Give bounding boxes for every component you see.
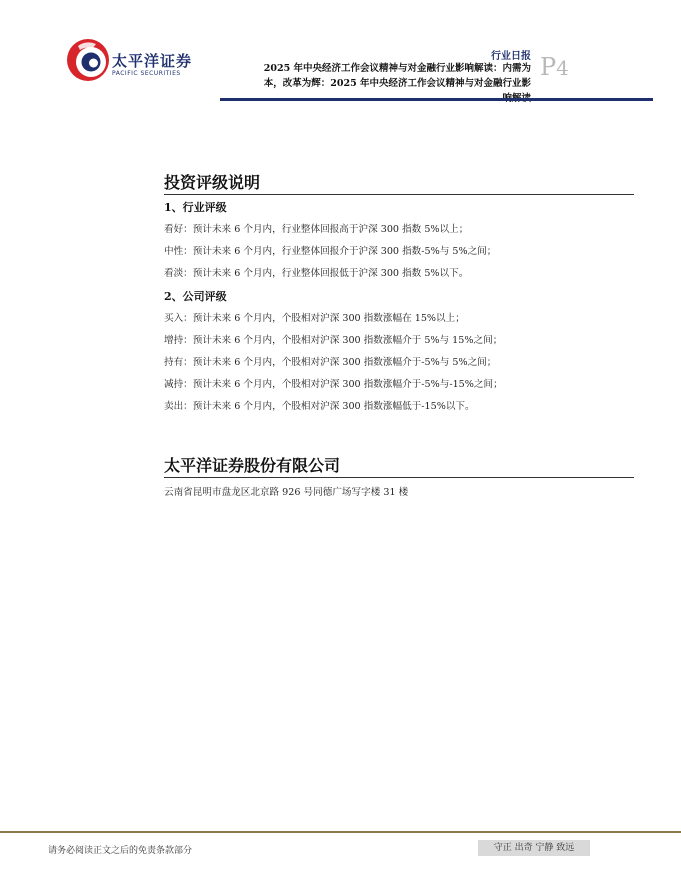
company-rating-line: 卖出：预计未来 6 个月内，个股相对沪深 300 指数涨幅低于-15%以下。 bbox=[164, 401, 475, 412]
industry-rating-line: 中性：预计未来 6 个月内，行业整体回报介于沪深 300 指数-5%与 5%之间； bbox=[164, 246, 497, 257]
document-title-line: 本，改革为辉：2025 年中央经济工作会议精神与对金融行业影 bbox=[263, 78, 531, 89]
company-rating-line: 增持：预计未来 6 个月内，个股相对沪深 300 指数涨幅介于 5%与 15%之间； bbox=[164, 335, 503, 346]
company-name-title: 太平洋证券股份有限公司 bbox=[164, 456, 341, 475]
company-rating-line: 持有：预计未来 6 个月内，个股相对沪深 300 指数涨幅介于-5%与 5%之间； bbox=[164, 357, 497, 368]
rating-section-title: 投资评级说明 bbox=[164, 173, 261, 192]
company-motto: 守正 出奇 宁静 致远 bbox=[478, 840, 590, 856]
industry-rating-heading: 1、行业评级 bbox=[164, 201, 227, 214]
company-section-divider bbox=[164, 477, 634, 478]
company-rating-line: 买入：预计未来 6 个月内，个股相对沪深 300 指数涨幅在 15%以上； bbox=[164, 313, 465, 324]
company-rating-heading: 2、公司评级 bbox=[164, 290, 227, 303]
page-number bbox=[540, 53, 569, 81]
industry-rating-line: 看淡：预计未来 6 个月内，行业整体回报低于沪深 300 指数 5%以下。 bbox=[164, 268, 469, 279]
document-type: 行业日报 bbox=[491, 51, 531, 62]
company-address: 云南省昆明市盘龙区北京路 926 号同德广场写字楼 31 楼 bbox=[164, 487, 409, 498]
document-title-line: 2025 年中央经济工作会议精神与对金融行业影响解读：内需为 bbox=[263, 63, 531, 74]
company-logo bbox=[64, 36, 112, 84]
brand-name-en: PACIFIC SECURITIES bbox=[112, 70, 181, 77]
page-digit: 4 bbox=[556, 56, 569, 80]
header-divider bbox=[220, 98, 653, 101]
page-prefix: P bbox=[540, 53, 557, 81]
company-rating-line: 减持：预计未来 6 个月内，个股相对沪深 300 指数涨幅介于-5%与-15%之间； bbox=[164, 379, 503, 390]
disclaimer-note: 请务必阅读正文之后的免责条款部分 bbox=[48, 846, 193, 856]
footer-divider bbox=[0, 831, 681, 833]
rating-section-divider bbox=[164, 194, 634, 195]
industry-rating-line: 看好：预计未来 6 个月内，行业整体回报高于沪深 300 指数 5%以上； bbox=[164, 224, 469, 235]
brand-name-cn: 太平洋证券 bbox=[112, 52, 193, 70]
